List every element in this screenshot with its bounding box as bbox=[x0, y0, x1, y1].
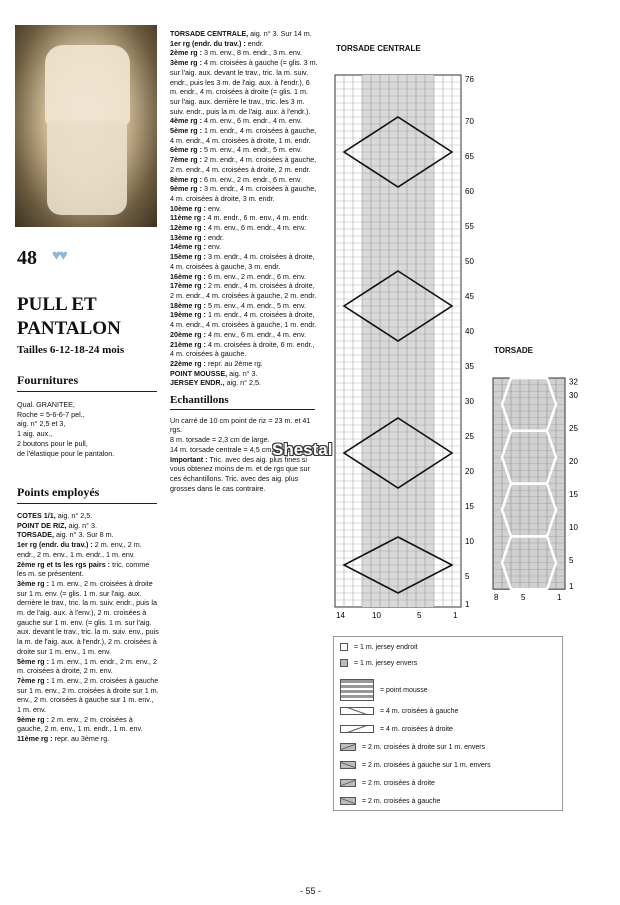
row-label: 32 bbox=[569, 377, 578, 387]
pants-shape bbox=[47, 120, 127, 215]
instruction-paragraph: 14 m. torsade centrale = 4,5 cm de large. bbox=[170, 444, 302, 454]
row-label: 30 bbox=[569, 390, 578, 400]
instruction-paragraph: 18ème rg : 5 m. env., 4 m. endr., 5 m. env. bbox=[170, 300, 306, 310]
instruction-paragraph: 2ème rg et ts les rgs pairs : tric. comme les m. se présentent. bbox=[17, 559, 150, 579]
instruction-paragraph: 20ème rg : 4 m. env., 6 m. endr., 4 m. env. bbox=[170, 329, 306, 339]
instruction-paragraph: 15ème rg : 3 m. endr., 4 m. croisées à droite, 4 m. croisées à gauche, 3 m. endr. bbox=[170, 252, 315, 271]
legend-swatch-icon bbox=[340, 743, 356, 751]
col-label: 8 bbox=[494, 593, 499, 603]
row-label: 25 bbox=[465, 432, 474, 441]
row-label: 5 bbox=[465, 572, 470, 581]
supply-line: Qual. GRANITEE, bbox=[17, 400, 75, 409]
instruction-paragraph: POINT MOUSSE, aig. n° 3. bbox=[170, 368, 258, 378]
legend-label: = 1 m. jersey endroit bbox=[354, 643, 418, 651]
legend-row bbox=[340, 743, 485, 751]
echantillons-heading: Echantillons bbox=[170, 396, 315, 410]
instruction-paragraph: 19ème rg : 1 m. endr., 4 m. croisées à droite, 4 m. endr., 4 m. croisées à gauche, 1 m. endr. bbox=[170, 310, 317, 330]
pattern-number: 48 bbox=[17, 247, 37, 269]
legend-swatch-icon bbox=[340, 679, 374, 701]
legend-label: = 4 m. croisées à droite bbox=[380, 725, 453, 733]
instruction-paragraph: 9ème rg : 2 m. env., 2 m. croisées à gauche, 2 m. env., 1 m. endr., 1 m. env. bbox=[17, 714, 143, 734]
sweater-shape bbox=[45, 45, 130, 125]
legend-row bbox=[340, 797, 440, 805]
points-text bbox=[17, 511, 159, 744]
grid1-title: TORSADE CENTRALE bbox=[336, 44, 421, 53]
row-label: 25 bbox=[569, 423, 578, 433]
row-label: 50 bbox=[465, 257, 474, 266]
instructions-column bbox=[170, 29, 318, 493]
legend-label: = 2 m. croisées à gauche sur 1 m. envers bbox=[362, 761, 491, 769]
instruction-paragraph: 7ème rg : 2 m. endr., 4 m. croisées à gauche, 2 m. endr., 4 m. croisées à droite, 2 m. endr. bbox=[170, 155, 317, 174]
instruction-paragraph: 5ème rg : 1 m. env., 1 m. endr., 2 m. env., 2 m. croisées à droite, 2 m. env. bbox=[17, 656, 157, 676]
instruction-paragraph: 22ème rg : repr. au 2ème rg. bbox=[170, 358, 263, 368]
instruction-paragraph: 11ème rg : 4 m. endr., 6 m. env., 4 m. endr. bbox=[170, 213, 309, 223]
supply-line: 1 aig. aux., bbox=[17, 429, 53, 439]
legend-label: = point mousse bbox=[380, 686, 428, 694]
instruction-paragraph: POINT DE RIZ, aig. n° 3. bbox=[17, 520, 97, 530]
legend-swatch-icon bbox=[340, 797, 356, 805]
instruction-paragraph: 11ème rg : repr. au 3ème rg. bbox=[17, 734, 110, 744]
instruction-paragraph: 3ème rg : 1 m. env., 2 m. croisées à droite sur 1 m. env. (= glis. 1 m. sur l'aig. aux. derrière le trav., tric. la m. suiv. endr., puis la m. de l'aig. aux. à l'env.), 2 m. croisées à gauche sur 1 m. env. (= glis. 1 m. sur l'aig. aux. devant le trav., tric. la m. suiv. env., puis la m. de l'aig. aux. à l'endr.), 2 m. croisées à droite sur 1 m. env., 1 m. env. bbox=[17, 578, 159, 656]
supply-line: aig. n° 2,5 et 3, bbox=[17, 419, 66, 429]
legend-row bbox=[340, 707, 458, 715]
legend-row bbox=[340, 659, 417, 667]
torsade-centrale-chart bbox=[325, 60, 485, 620]
legend-swatch-icon bbox=[340, 725, 374, 733]
legend-label: = 2 m. croisées à gauche bbox=[362, 797, 441, 805]
instruction-paragraph: 1er rg (endr. du trav.) : endr. bbox=[170, 38, 264, 48]
col-label: 5 bbox=[417, 611, 422, 620]
legend-row bbox=[340, 725, 453, 733]
row-label: 60 bbox=[465, 187, 474, 196]
legend-row bbox=[340, 761, 491, 769]
instruction-paragraph: 8ème rg : 6 m. env., 2 m. endr., 6 m. env. bbox=[170, 174, 302, 184]
row-label: 1 bbox=[465, 600, 470, 609]
page-title: PULL ET PANTALON bbox=[17, 294, 121, 339]
row-label: 70 bbox=[465, 117, 474, 126]
instruction-paragraph: COTES 1/1, aig. n° 2,5. bbox=[17, 511, 93, 520]
row-label: 40 bbox=[465, 327, 474, 336]
instruction-paragraph: Important : Tric. avec des aig. plus fines si vous obtenez moins de m. et de rgs que sur ces échantillons. Tric. avec des aig. plus grosses dans le cas contraire. bbox=[170, 454, 310, 493]
difficulty-hearts-icon: ♥♥ bbox=[52, 247, 66, 264]
fournitures-heading: Fournitures bbox=[17, 373, 157, 392]
points-heading: Points employés bbox=[17, 485, 157, 504]
legend-row bbox=[340, 679, 428, 701]
col-label: 5 bbox=[521, 593, 526, 603]
instruction-paragraph: 3ème rg : 4 m. croisées à gauche (= glis. 3 m. sur l'aig. aux. devant le trav., tric. la m. suiv. endr., puis les 3 m. de l'aig. aux. à l'endr.), 6 m. endr., 4 m. croisées à droite (= glis. 1 m. sur l'aig. aux. derrière le trav., tric. les 3 m. suiv. endr., puis la m. de l'aig. aux. à l'endr.). bbox=[170, 58, 318, 116]
row-label: 15 bbox=[569, 489, 578, 499]
legend-swatch-icon bbox=[340, 707, 374, 715]
legend-swatch-icon bbox=[340, 779, 356, 787]
row-label: 1 bbox=[569, 582, 574, 592]
col-label: 10 bbox=[372, 611, 381, 620]
instruction-paragraph: 21ème rg : 4 m. croisées à droite, 6 m. endr., 4 m. croisées à gauche. bbox=[170, 339, 315, 359]
row-label: 65 bbox=[465, 152, 474, 161]
legend-label: = 2 m. croisées à droite sur 1 m. envers bbox=[362, 743, 486, 751]
row-label: 30 bbox=[465, 397, 474, 406]
legend-label: = 1 m. jersey envers bbox=[354, 659, 418, 667]
instruction-paragraph: 5ème rg : 1 m. endr., 4 m. croisées à gauche, 4 m. endr., 4 m. croisées à droite, 1 m. endr. bbox=[170, 126, 317, 145]
col-label: 1 bbox=[453, 611, 458, 620]
legend-swatch-icon bbox=[340, 761, 356, 769]
supply-line: de l'élastique pour le pantalon. bbox=[17, 448, 115, 458]
legend-row bbox=[340, 643, 418, 651]
instruction-paragraph: 4ème rg : 4 m. env., 6 m. endr., 4 m. env. bbox=[170, 116, 302, 126]
instruction-paragraph: 1er rg (endr. du trav.) : 2 m. env., 2 m. endr., 2 m. env., 1 m. endr., 1 m. env. bbox=[17, 540, 142, 559]
row-label: 5 bbox=[569, 555, 574, 565]
row-label: 20 bbox=[465, 467, 474, 476]
instruction-paragraph: 10ème rg : env. bbox=[170, 203, 222, 213]
legend-swatch-icon bbox=[340, 643, 348, 651]
row-label: 10 bbox=[569, 522, 578, 532]
garment-photo bbox=[15, 25, 157, 227]
supply-line: Roche = 5-6-6-7 pel., bbox=[17, 409, 85, 419]
legend-label: = 4 m. croisées à gauche bbox=[380, 707, 459, 715]
instruction-paragraph: 6ème rg : 5 m. env., 4 m. endr., 5 m. env. bbox=[170, 145, 302, 155]
supply-line: 2 boutons pour le pull, bbox=[17, 438, 88, 448]
row-label: 10 bbox=[465, 537, 474, 546]
torsade-chart bbox=[485, 370, 585, 620]
sizes-text: Tailles 6-12-18-24 mois bbox=[17, 344, 125, 356]
legend-row bbox=[340, 779, 435, 787]
row-label: 15 bbox=[465, 502, 474, 511]
col-label: 14 bbox=[336, 611, 345, 620]
page-number: - 55 - bbox=[300, 886, 322, 896]
instruction-paragraph: 17ème rg : 2 m. endr., 4 m. croisées à droite, 2 m. endr., 4 m. croisées à gauche, 2 m. endr. bbox=[170, 281, 317, 300]
legend-swatch-icon bbox=[340, 659, 348, 667]
instruction-paragraph: 9ème rg : 3 m. endr., 4 m. croisées à gauche, 4 m. croisées à droite, 3 m. endr. bbox=[170, 184, 317, 203]
instruction-paragraph: 7ème rg : 1 m. env., 2 m. croisées à gauche sur 1 m. env., 2 m. croisées à droite sur 1 m. env., 2 m. croisées à gauche sur 1 m. env., 1 m. env. bbox=[17, 675, 159, 715]
legend-label: = 2 m. croisées à droite bbox=[362, 779, 435, 787]
row-label: 55 bbox=[465, 222, 474, 231]
instruction-paragraph: 14ème rg : env. bbox=[170, 242, 222, 252]
row-label: 35 bbox=[465, 362, 474, 371]
row-label: 20 bbox=[569, 456, 578, 466]
grid2-title: TORSADE bbox=[494, 346, 533, 355]
instruction-paragraph: JERSEY ENDR., aig. n° 2,5. bbox=[170, 378, 262, 388]
instruction-paragraph: 13ème rg : endr. bbox=[170, 232, 224, 242]
instruction-paragraph: TORSADE, aig. n° 3. Sur 8 m. bbox=[17, 530, 114, 540]
legend-box bbox=[333, 636, 563, 811]
fournitures-list bbox=[17, 400, 159, 458]
instruction-paragraph: 16ème rg : 6 m. env., 2 m. endr., 6 m. env. bbox=[170, 271, 306, 281]
instruction-paragraph: TORSADE CENTRALE, aig. n° 3. Sur 14 m. bbox=[170, 29, 312, 38]
row-label: 45 bbox=[465, 292, 474, 301]
row-label: 76 bbox=[465, 75, 474, 84]
col-label: 1 bbox=[557, 593, 562, 603]
instruction-paragraph: 2ème rg : 3 m. env., 8 m. endr., 3 m. env. bbox=[170, 48, 302, 58]
instruction-paragraph: Un carré de 10 cm point de riz = 23 m. et 41 rgs. bbox=[170, 415, 311, 435]
instruction-paragraph: 8 m. torsade = 2,3 cm de large. bbox=[170, 435, 270, 445]
watermark: Shestal bbox=[272, 440, 333, 459]
instruction-paragraph: 12ème rg : 4 m. env., 6 m. endr., 4 m. env. bbox=[170, 223, 306, 233]
